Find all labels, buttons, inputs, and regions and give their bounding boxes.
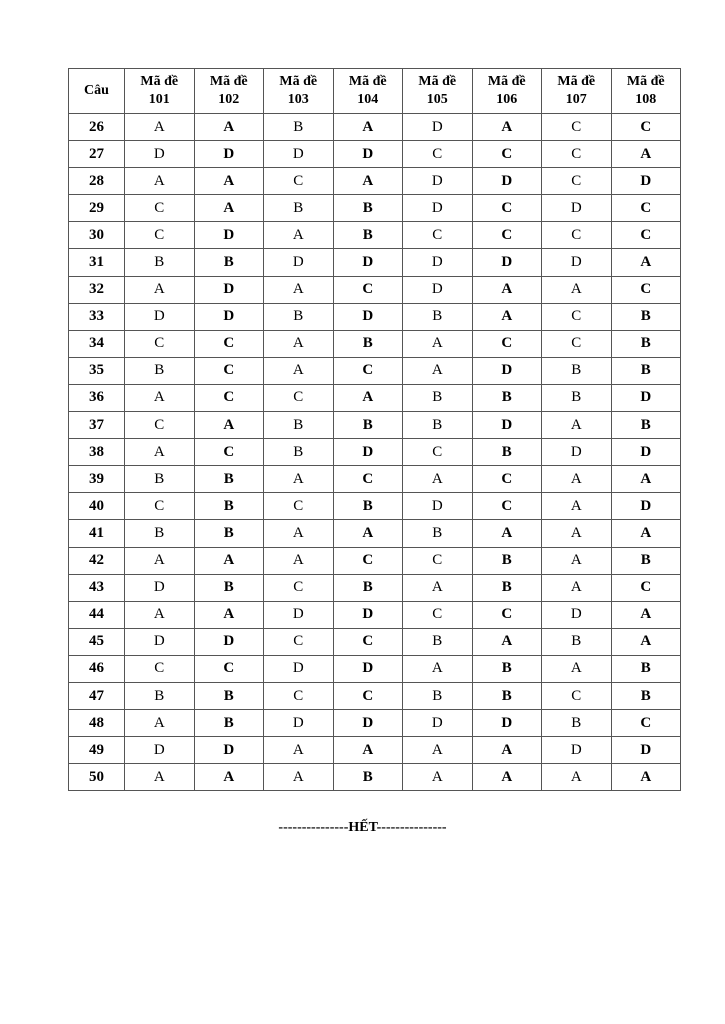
answer-cell: C <box>611 222 681 249</box>
answer-cell: B <box>264 412 334 439</box>
answer-cell: A <box>194 601 264 628</box>
answer-cell: C <box>194 655 264 682</box>
question-number: 50 <box>69 764 125 791</box>
answer-cell: C <box>472 493 542 520</box>
answer-cell: A <box>403 655 473 682</box>
answer-cell: C <box>542 303 612 330</box>
answer-cell: A <box>333 168 403 195</box>
exam-code-header: Mã đề 102 <box>194 69 264 114</box>
exam-code-header: Mã đề 105 <box>403 69 473 114</box>
answer-cell: B <box>194 520 264 547</box>
answer-cell: C <box>542 330 612 357</box>
answer-cell: A <box>403 330 473 357</box>
answer-cell: D <box>403 710 473 737</box>
question-number: 28 <box>69 168 125 195</box>
table-row <box>69 141 681 168</box>
answer-cell: A <box>125 276 195 303</box>
answer-cell: A <box>611 466 681 493</box>
answer-cell: B <box>403 412 473 439</box>
table-row <box>69 710 681 737</box>
question-number: 32 <box>69 276 125 303</box>
question-number: 49 <box>69 737 125 764</box>
answer-cell: A <box>264 276 334 303</box>
answer-cell: A <box>264 764 334 791</box>
answer-cell: B <box>472 655 542 682</box>
answer-cell: D <box>542 601 612 628</box>
answer-cell: B <box>333 222 403 249</box>
answer-cell: D <box>125 303 195 330</box>
answer-cell: A <box>472 628 542 655</box>
answer-cell: A <box>264 520 334 547</box>
table-row <box>69 222 681 249</box>
answer-cell: B <box>125 682 195 709</box>
answer-cell: B <box>611 330 681 357</box>
question-number: 48 <box>69 710 125 737</box>
answer-cell: D <box>264 601 334 628</box>
answer-cell: D <box>403 195 473 222</box>
answer-cell: B <box>611 357 681 384</box>
answer-cell: D <box>333 249 403 276</box>
answer-cell: C <box>125 493 195 520</box>
question-number: 43 <box>69 574 125 601</box>
answer-cell: C <box>125 655 195 682</box>
answer-cell: A <box>611 520 681 547</box>
answer-cell: C <box>472 195 542 222</box>
answer-cell: A <box>125 168 195 195</box>
answer-cell: A <box>542 412 612 439</box>
answer-cell: B <box>333 330 403 357</box>
answer-cell: D <box>611 439 681 466</box>
answer-cell: B <box>542 384 612 411</box>
question-number: 45 <box>69 628 125 655</box>
answer-cell: A <box>333 520 403 547</box>
answer-cell: B <box>472 682 542 709</box>
question-number: 36 <box>69 384 125 411</box>
answer-cell: A <box>611 601 681 628</box>
answer-cell: A <box>264 222 334 249</box>
answer-cell: C <box>125 222 195 249</box>
answer-cell: D <box>194 276 264 303</box>
answer-cell: C <box>611 195 681 222</box>
answer-cell: B <box>333 574 403 601</box>
question-number: 41 <box>69 520 125 547</box>
answer-cell: C <box>611 114 681 141</box>
answer-cell: B <box>472 574 542 601</box>
table-row <box>69 276 681 303</box>
answer-cell: B <box>333 493 403 520</box>
question-number: 33 <box>69 303 125 330</box>
table-row <box>69 764 681 791</box>
answer-cell: D <box>472 249 542 276</box>
answer-cell: A <box>472 276 542 303</box>
answer-cell: B <box>611 412 681 439</box>
answer-cell: C <box>403 601 473 628</box>
answer-cell: C <box>542 141 612 168</box>
answer-cell: A <box>264 547 334 574</box>
answer-cell: C <box>403 547 473 574</box>
answer-cell: C <box>472 601 542 628</box>
answer-cell: D <box>611 384 681 411</box>
answer-cell: D <box>542 249 612 276</box>
answer-cell: B <box>194 249 264 276</box>
answer-cell: A <box>333 114 403 141</box>
answer-key-table <box>68 68 681 791</box>
answer-cell: C <box>403 141 473 168</box>
answer-cell: D <box>472 710 542 737</box>
answer-cell: B <box>194 682 264 709</box>
answer-cell: C <box>264 168 334 195</box>
answer-cell: B <box>125 520 195 547</box>
answer-cell: B <box>542 628 612 655</box>
table-row <box>69 682 681 709</box>
answer-cell: B <box>194 466 264 493</box>
answer-cell: D <box>194 303 264 330</box>
answer-cell: A <box>472 737 542 764</box>
table-row <box>69 601 681 628</box>
table-row <box>69 547 681 574</box>
answer-cell: B <box>472 547 542 574</box>
answer-cell: C <box>403 222 473 249</box>
answer-cell: A <box>125 601 195 628</box>
answer-cell: C <box>472 141 542 168</box>
answer-cell: D <box>472 357 542 384</box>
answer-cell: D <box>403 114 473 141</box>
answer-cell: B <box>403 303 473 330</box>
answer-cell: C <box>194 330 264 357</box>
answer-cell: C <box>264 574 334 601</box>
answer-cell: D <box>264 141 334 168</box>
answer-cell: A <box>125 439 195 466</box>
answer-cell: B <box>333 195 403 222</box>
answer-cell: B <box>125 357 195 384</box>
answer-cell: C <box>194 439 264 466</box>
answer-cell: B <box>194 493 264 520</box>
answer-cell: D <box>333 655 403 682</box>
answer-cell: C <box>333 547 403 574</box>
table-row <box>69 303 681 330</box>
answer-cell: C <box>264 493 334 520</box>
answer-cell: D <box>125 574 195 601</box>
answer-cell: D <box>472 168 542 195</box>
answer-cell: D <box>194 737 264 764</box>
answer-cell: C <box>264 682 334 709</box>
table-row <box>69 655 681 682</box>
answer-cell: B <box>472 439 542 466</box>
answer-cell: A <box>125 764 195 791</box>
answer-cell: C <box>333 682 403 709</box>
answer-cell: C <box>611 276 681 303</box>
answer-cell: D <box>194 222 264 249</box>
exam-code-header: Mã đề 103 <box>264 69 334 114</box>
answer-cell: A <box>194 412 264 439</box>
answer-cell: D <box>542 195 612 222</box>
question-number: 29 <box>69 195 125 222</box>
answer-cell: A <box>472 114 542 141</box>
answer-cell: D <box>264 655 334 682</box>
answer-cell: C <box>542 682 612 709</box>
answer-cell: A <box>264 330 334 357</box>
answer-cell: C <box>542 168 612 195</box>
table-row <box>69 357 681 384</box>
answer-cell: B <box>333 764 403 791</box>
table-row <box>69 466 681 493</box>
question-number: 34 <box>69 330 125 357</box>
answer-cell: B <box>611 655 681 682</box>
table-body <box>69 114 681 791</box>
answer-cell: A <box>472 764 542 791</box>
answer-cell: D <box>542 439 612 466</box>
answer-cell: A <box>472 520 542 547</box>
answer-cell: A <box>194 764 264 791</box>
answer-cell: B <box>472 384 542 411</box>
question-number: 35 <box>69 357 125 384</box>
answer-cell: B <box>403 628 473 655</box>
answer-cell: C <box>542 222 612 249</box>
answer-cell: D <box>194 628 264 655</box>
answer-cell: C <box>333 357 403 384</box>
question-number: 42 <box>69 547 125 574</box>
exam-code-header: Mã đề 108 <box>611 69 681 114</box>
table-row <box>69 249 681 276</box>
answer-cell: B <box>194 710 264 737</box>
answer-cell: A <box>472 303 542 330</box>
answer-cell: B <box>194 574 264 601</box>
table-row <box>69 384 681 411</box>
answer-cell: A <box>194 168 264 195</box>
answer-cell: A <box>403 466 473 493</box>
table-row <box>69 114 681 141</box>
answer-cell: D <box>125 737 195 764</box>
answer-cell: A <box>611 764 681 791</box>
answer-cell: D <box>333 303 403 330</box>
answer-cell: A <box>611 141 681 168</box>
answer-cell: B <box>264 439 334 466</box>
answer-cell: C <box>125 195 195 222</box>
answer-cell: A <box>542 466 612 493</box>
answer-cell: D <box>333 439 403 466</box>
answer-cell: D <box>403 168 473 195</box>
answer-cell: A <box>542 574 612 601</box>
answer-cell: B <box>264 114 334 141</box>
table-row <box>69 520 681 547</box>
answer-cell: D <box>403 249 473 276</box>
answer-cell: C <box>194 384 264 411</box>
answer-cell: D <box>611 168 681 195</box>
answer-cell: A <box>403 737 473 764</box>
answer-cell: A <box>125 547 195 574</box>
answer-cell: A <box>264 357 334 384</box>
answer-cell: A <box>542 547 612 574</box>
question-number: 26 <box>69 114 125 141</box>
answer-cell: B <box>542 357 612 384</box>
answer-cell: B <box>611 682 681 709</box>
answer-cell: C <box>264 628 334 655</box>
answer-cell: D <box>125 628 195 655</box>
answer-cell: A <box>403 764 473 791</box>
answer-cell: A <box>611 249 681 276</box>
question-number: 38 <box>69 439 125 466</box>
table-row <box>69 439 681 466</box>
table-row <box>69 737 681 764</box>
question-number: 40 <box>69 493 125 520</box>
answer-cell: A <box>194 195 264 222</box>
answer-cell: C <box>542 114 612 141</box>
answer-cell: B <box>403 384 473 411</box>
answer-cell: B <box>611 547 681 574</box>
answer-cell: A <box>542 655 612 682</box>
answer-cell: C <box>125 412 195 439</box>
question-number: 31 <box>69 249 125 276</box>
question-number: 47 <box>69 682 125 709</box>
answer-cell: B <box>264 303 334 330</box>
answer-cell: A <box>542 764 612 791</box>
table-row <box>69 195 681 222</box>
answer-cell: B <box>264 195 334 222</box>
question-number: 39 <box>69 466 125 493</box>
table-row <box>69 493 681 520</box>
answer-cell: A <box>542 493 612 520</box>
answer-cell: B <box>403 520 473 547</box>
answer-cell: A <box>125 384 195 411</box>
answer-cell: A <box>542 520 612 547</box>
answer-cell: D <box>333 710 403 737</box>
question-number: 30 <box>69 222 125 249</box>
table-row <box>69 574 681 601</box>
answer-cell: C <box>472 466 542 493</box>
answer-cell: C <box>611 574 681 601</box>
answer-cell: B <box>125 466 195 493</box>
answer-cell: C <box>333 466 403 493</box>
table-row <box>69 628 681 655</box>
answer-cell: D <box>194 141 264 168</box>
answer-cell: A <box>194 114 264 141</box>
answer-cell: A <box>403 574 473 601</box>
answer-cell: A <box>264 466 334 493</box>
answer-cell: A <box>542 276 612 303</box>
exam-code-header: Mã đề 101 <box>125 69 195 114</box>
end-marker: ---------------HẾT--------------- <box>278 820 447 835</box>
question-column-header: Câu <box>69 69 125 114</box>
answer-cell: D <box>264 710 334 737</box>
table-row <box>69 412 681 439</box>
answer-cell: D <box>611 737 681 764</box>
answer-cell: A <box>333 737 403 764</box>
answer-cell: A <box>264 737 334 764</box>
exam-code-header: Mã đề 106 <box>472 69 542 114</box>
answer-cell: B <box>542 710 612 737</box>
answer-cell: B <box>333 412 403 439</box>
answer-cell: A <box>125 710 195 737</box>
answer-cell: A <box>611 628 681 655</box>
answer-cell: B <box>125 249 195 276</box>
exam-code-header: Mã đề 104 <box>333 69 403 114</box>
answer-cell: D <box>611 493 681 520</box>
answer-cell: C <box>472 222 542 249</box>
answer-cell: C <box>611 710 681 737</box>
table-row <box>69 330 681 357</box>
exam-code-header: Mã đề 107 <box>542 69 612 114</box>
question-number: 27 <box>69 141 125 168</box>
answer-cell: D <box>333 601 403 628</box>
answer-cell: A <box>403 357 473 384</box>
answer-cell: D <box>333 141 403 168</box>
table-row <box>69 168 681 195</box>
answer-cell: C <box>264 384 334 411</box>
answer-cell: C <box>194 357 264 384</box>
answer-cell: A <box>125 114 195 141</box>
answer-cell: D <box>403 276 473 303</box>
answer-cell: D <box>125 141 195 168</box>
answer-cell: C <box>333 276 403 303</box>
answer-cell: D <box>403 493 473 520</box>
question-number: 46 <box>69 655 125 682</box>
answer-cell: D <box>264 249 334 276</box>
answer-cell: D <box>472 412 542 439</box>
answer-cell: C <box>472 330 542 357</box>
answer-cell: A <box>333 384 403 411</box>
answer-cell: C <box>403 439 473 466</box>
answer-cell: C <box>333 628 403 655</box>
answer-cell: C <box>125 330 195 357</box>
answer-cell: B <box>611 303 681 330</box>
header-row <box>69 69 681 114</box>
answer-cell: A <box>194 547 264 574</box>
answer-cell: D <box>542 737 612 764</box>
question-number: 44 <box>69 601 125 628</box>
question-number: 37 <box>69 412 125 439</box>
answer-cell: B <box>403 682 473 709</box>
